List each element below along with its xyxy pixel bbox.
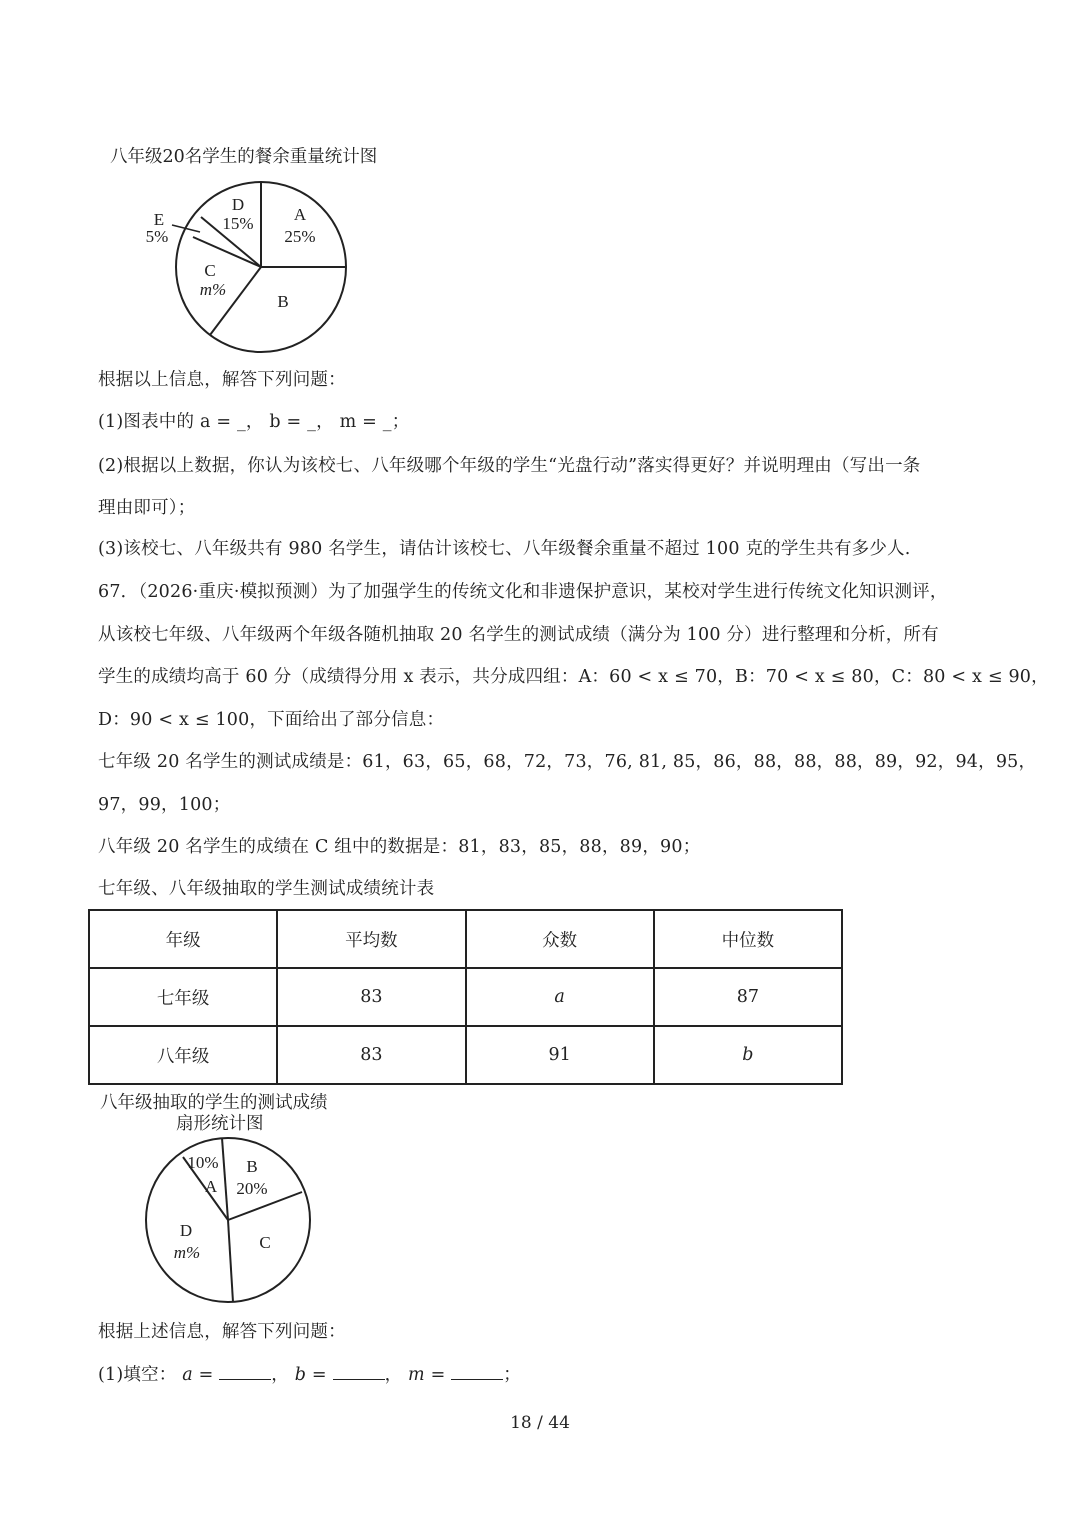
pie2-label-b: B: [246, 1157, 258, 1176]
section1-q2-line1: (2)根据以上数据，你认为该校七、八年级哪个年级的学生“光盘行动”落实得更好？并说明理由（写出一条: [98, 456, 921, 476]
cell-median: b: [654, 1026, 842, 1084]
table-caption: 七年级、八年级抽取的学生测试成绩统计表: [98, 879, 435, 899]
pie1-label-d: D: [231, 195, 245, 214]
pie1-pct-c: m%: [199, 280, 227, 299]
pie1-title: 八年级20名学生的餐余重量统计图: [110, 147, 378, 167]
pie2-chart: [140, 1135, 320, 1305]
a-label: a =: [182, 1365, 214, 1385]
table-row: [89, 968, 842, 1026]
cell-mode: 91: [466, 1026, 654, 1084]
header-mean: 平均数: [277, 910, 465, 968]
cell-mode: a: [466, 968, 654, 1026]
section1-q2-line2: 理由即可）；: [98, 498, 196, 518]
cell-mean: 83: [277, 1026, 465, 1084]
grade7-scores-line2: 97，99，100；: [98, 795, 231, 815]
section2-q1: [98, 1363, 521, 1386]
pie2-label-d: D: [179, 1221, 193, 1240]
page-number: 18 / 44: [510, 1413, 570, 1433]
pie1-label-e: E: [153, 210, 165, 229]
pie2-label-a: A: [204, 1177, 218, 1196]
b-blank[interactable]: [333, 1363, 385, 1380]
cell-grade: 七年级: [89, 968, 277, 1026]
cell-mean: 83: [277, 968, 465, 1026]
m-blank[interactable]: [451, 1363, 503, 1380]
pie1-label-b: B: [277, 292, 289, 311]
header-mode: 众数: [466, 910, 654, 968]
pie2-pct-b: 20%: [236, 1179, 268, 1198]
section1-intro: 根据以上信息，解答下列问题：: [98, 370, 346, 390]
pie1-pct-a: 25%: [284, 227, 316, 246]
pie2-pct-d: m%: [173, 1243, 201, 1262]
end-punct: ；: [503, 1365, 521, 1385]
table-header-row: [89, 910, 842, 968]
pie1-chart: [130, 175, 360, 355]
pie2-title-line1: 八年级抽取的学生的测试成绩: [100, 1093, 328, 1113]
header-grade: 年级: [89, 910, 277, 968]
stats-table: [88, 909, 843, 1085]
separator: ，: [271, 1365, 289, 1385]
grade8-c-group-scores: 八年级 20 名学生的成绩在 C 组中的数据是：81，83，85，88，89，90；: [98, 837, 701, 857]
q1-prefix: (1)填空：: [98, 1365, 177, 1385]
header-median: 中位数: [654, 910, 842, 968]
b-label: b =: [294, 1365, 327, 1385]
problem67-line3: 学生的成绩均高于 60 分（成绩得分用 x 表示，共分成四组：A：60 < x ≤ 70，B：70 < x ≤ 80，C：80 < x ≤ 90，: [98, 667, 1049, 687]
section1-q1: (1)图表中的 a = _， b = _， m = _；: [98, 412, 410, 432]
pie1-label-a: A: [293, 205, 307, 224]
separator: ，: [384, 1365, 403, 1385]
section2-intro: 根据上述信息，解答下列问题：: [98, 1322, 346, 1342]
problem67-line2: 从该校七年级、八年级两个年级各随机抽取 20 名学生的测试成绩（满分为 100 分）进行整理和分析，所有: [98, 625, 939, 645]
m-label: m =: [408, 1365, 446, 1385]
table-row: [89, 1026, 842, 1084]
cell-grade: 八年级: [89, 1026, 277, 1084]
cell-median: 87: [654, 968, 842, 1026]
section1-q3: (3)该校七、八年级共有 980 名学生，请估计该校七、八年级餐余重量不超过 100 克的学生共有多少人.: [98, 539, 911, 559]
grade7-scores-line1: 七年级 20 名学生的测试成绩是：61，63，65，68，72，73，76, 81, 85，86，88，88，88，89，92，94，95，: [98, 752, 1037, 772]
pie1-pct-d: 15%: [222, 214, 254, 233]
pie2-pct-a: 10%: [187, 1153, 219, 1172]
problem67-line1: 67．（2026·重庆·模拟预测）为了加强学生的传统文化和非遗保护意识，某校对学生进行传统文化知识测评，: [98, 582, 948, 602]
problem67-line4: D：90 < x ≤ 100，下面给出了部分信息：: [98, 710, 445, 730]
pie1-label-c: C: [204, 261, 216, 280]
pie1-pct-e: 5%: [145, 227, 169, 246]
a-blank[interactable]: [219, 1363, 271, 1380]
pie2-label-c: C: [259, 1233, 271, 1252]
pie2-title-line2: 扇形统计图: [176, 1114, 264, 1134]
